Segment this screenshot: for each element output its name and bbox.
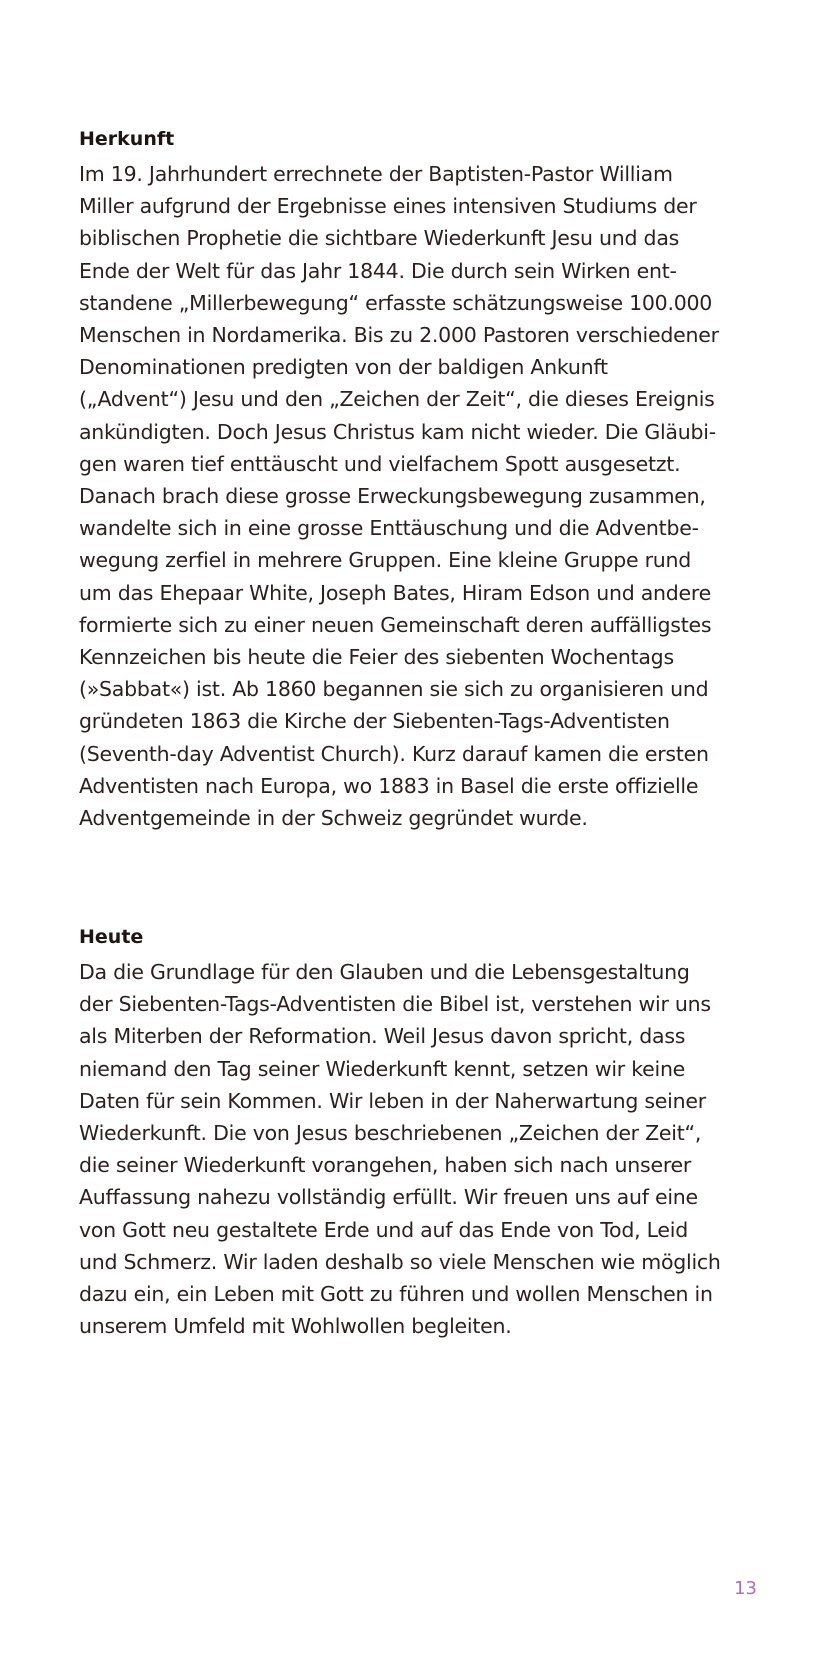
text-line: formierte sich zu einer neuen Gemeinschaft deren auffälligstes xyxy=(79,612,712,637)
section-herkunft xyxy=(79,124,769,834)
text-line: Menschen in Nordamerika. Bis zu 2.000 Pastoren verschiedener xyxy=(79,323,719,348)
text-line: Adventgemeinde in der Schweiz gegründet wurde. xyxy=(79,806,588,831)
text-line: gründeten 1863 die Kirche der Siebenten-Tags-Adventisten xyxy=(79,709,670,734)
text-line: Da die Grundlage für den Glauben und die Lebensgestaltung xyxy=(79,960,690,984)
text-line: unserem Umfeld mit Wohlwollen begleiten. xyxy=(79,1314,512,1339)
text-line: von Gott neu gestaltete Erde und auf das Ende von Tod, Leid xyxy=(79,1217,688,1242)
text-line: Danach brach diese grosse Erweckungsbewegung zusammen, xyxy=(79,484,706,509)
text-line: (»Sabbat«) ist. Ab 1860 begannen sie sich zu organisieren und xyxy=(79,677,709,702)
section-heute xyxy=(79,922,769,1342)
paragraph-herkunft xyxy=(79,158,769,834)
text-line: wandelte sich in eine grosse Enttäuschung und die Adventbe- xyxy=(79,516,699,541)
text-line: Daten für sein Kommen. Wir leben in der Naherwartung seiner xyxy=(79,1088,706,1113)
text-line: Auffassung nahezu vollständig erfüllt. Wir freuen uns auf eine xyxy=(79,1185,698,1210)
text-line: die seiner Wiederkunft vorangehen, haben sich nach unserer xyxy=(79,1153,692,1178)
text-line: niemand den Tag seiner Wiederkunft kennt, setzen wir keine xyxy=(79,1056,686,1081)
text-line: Miller aufgrund der Ergebnisse eines intensiven Studiums der xyxy=(79,194,697,219)
text-line: gen waren tief enttäuscht und vielfachem Spott ausgesetzt. xyxy=(79,451,681,476)
text-line: (Seventh-day Adventist Church). Kurz darauf kamen die ersten xyxy=(79,741,709,766)
text-line: dazu ein, ein Leben mit Gott zu führen und wollen Menschen in xyxy=(79,1282,713,1307)
paragraph-heute xyxy=(79,956,769,1342)
text-line: als Miterben der Reformation. Weil Jesus davon spricht, dass xyxy=(79,1024,686,1049)
page-number: 13 xyxy=(734,1578,757,1599)
text-line: Adventisten nach Europa, wo 1883 in Basel die erste offizielle xyxy=(79,773,699,798)
text-line: Wiederkunft. Die von Jesus beschriebenen „Zeichen der Zeit“, xyxy=(79,1121,702,1146)
text-line: und Schmerz. Wir laden deshalb so viele Menschen wie möglich xyxy=(79,1249,721,1274)
text-line: standene „Millerbewegung“ erfasste schätzungsweise 100.000 xyxy=(79,290,713,315)
text-line: wegung zerfiel in mehrere Gruppen. Eine kleine Gruppe rund xyxy=(79,548,692,573)
heading-herkunft: Herkunft xyxy=(79,128,175,150)
text-line: der Siebenten-Tags-Adventisten die Bibel ist, verstehen wir uns xyxy=(79,992,711,1017)
text-line: ankündigten. Doch Jesus Christus kam nicht wieder. Die Gläubi- xyxy=(79,419,716,444)
text-line: Im 19. Jahrhundert errechnete der Baptisten-Pastor William xyxy=(79,162,673,186)
text-line: Denominationen predigten von der baldigen Ankunft xyxy=(79,355,608,380)
text-line: („Advent“) Jesu und den „Zeichen der Zeit“, die dieses Ereignis xyxy=(79,387,715,412)
text-line: biblischen Prophetie die sichtbare Wiederkunft Jesu und das xyxy=(79,226,680,251)
text-line: Kennzeichen bis heute die Feier des siebenten Wochentags xyxy=(79,645,674,670)
text-line: Ende der Welt für das Jahr 1844. Die durch sein Wirken ent- xyxy=(79,258,677,283)
heading-heute: Heute xyxy=(79,926,144,948)
text-line: um das Ehepaar White, Joseph Bates, Hiram Edson und andere xyxy=(79,580,711,605)
